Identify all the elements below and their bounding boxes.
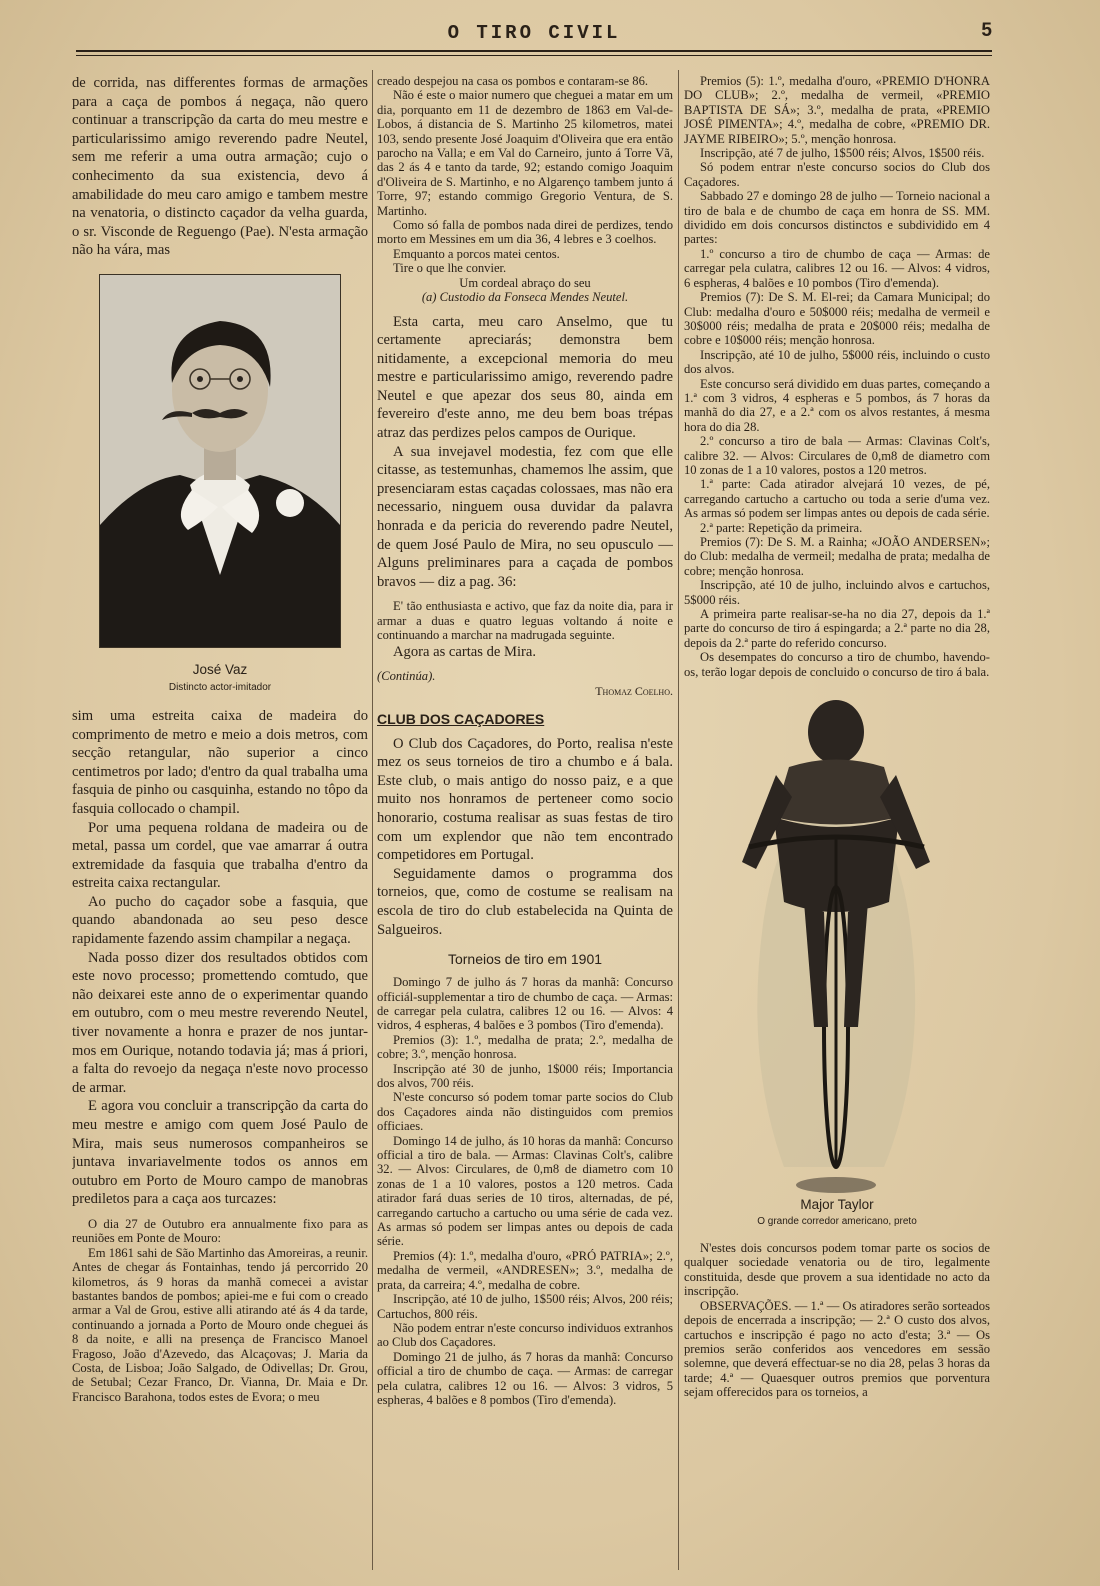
paragraph: de corrida, nas differentes formas de armações para a caça de pombos á negaça, não quero continuar a transcripção da carta do meu mestre e particularissimo amigo reverendo padre Neutel, sem me referir a uma outra armação; cujo o conhecimento da sua existencia, devo á amabilidade do meu caro amigo e tambem mestre na venatoria, o distincto caçador da velha guarda, o sr. Visconde de Reguengo (Pae). N'esta armação não ha vára, mas: [72, 75, 368, 259]
photo-caption-subtitle: Distincto actor-imitador: [168, 681, 272, 693]
letter-signature: (a) Custodio da Fonseca Mendes Neutel.: [421, 290, 629, 305]
paragraph: A primeira parte realisar-se-ha no dia 27, depois da 1.ª parte do concurso de tiro á espingarda; a 2.ª parte no dia 28, depois da 2.ª parte do referido concurso.: [684, 607, 990, 650]
continued-note: (Continúa).: [377, 669, 436, 684]
paragraph: Esta carta, meu caro Anselmo, que tu certamente apreciarás; demonstra bem nitidamente, a excepcional memoria do meu mestre e particularissimo amigo, reverendo padre Neutel e que apezar dos seus 80, ainda em fevereiro d'este anno, me deu bem boas trépas atraz das perdizes pelos campos de Ourique.: [377, 313, 673, 442]
paragraph: Em 1861 sahi de São Martinho das Amoreiras, a reunir. Antes de chegar ás Fontainhas, tendo já percorrido 20 kilometros, ás 9 horas da manhã comecei a avistar bastantes bandos de pombos; apiei-me e fui com o creado armar a Val de Grou, estive alli atirando até ás 4 da tarde, continuando a jornada a Porto de Mouro onde cheguei ás 8 da noite, e alli na presença de Francisco Manoel Fragoso, João d'Azevedo, das Alcaçovas; J. Maria da Costa, de Lisboa; João Salgado, de Odivellas; Dr. Grou, de Setubal; Cezar Franco, Dr. Vianna, Dr. Maia e Dr. Francisco Barahona, todos estes de Evora; o meu: [72, 1245, 368, 1404]
paragraph: Premios (5): 1.º, medalha d'ouro, «PREMIO D'HONRA DO CLUB»; 2.º, medalha de vermeil, «PREMIO BAPTISTA DE SÁ»; 3.º, medalha de prata, «PREMIO JOSÉ PIMENTA»; 4.º, medalha de cobre, «PREMIO DR. JAYME RIBEIRO»; 5.º, menção honrosa.: [684, 74, 990, 146]
page-number: 5: [981, 20, 992, 41]
letter-closing: Um cordeal abraço do seu: [459, 275, 591, 290]
paragraph: 1.ª parte: Cada atirador alvejará 10 vezes, de pé, carregando cartucho a cartucho ou toda a serie d'uma vez. As armas só podem ser limpas antes ou depois de cada série.: [684, 477, 990, 521]
paragraph: 2.ª parte: Repetição da primeira.: [700, 520, 863, 535]
cyclist-photo: [684, 697, 990, 1197]
paragraph: 2.º concurso a tiro de bala — Armas: Clavinas Colt's, calibre 32. — Alvos: Circulares de 0,m8 de diametro com 10 zonas de 1 a 10 valores, postos a 120 metros.: [684, 434, 990, 477]
paragraph: Domingo 21 de julho, ás 7 horas da manhã: Concurso official a tiro de chumbo de caça. — Armas: de carregar pela culatra, calibres 12 ou 16. — Alvos: 3 vidros, 5 espheras, 4 balões e 8 pombos (Tiro d'emenda).: [377, 1349, 673, 1407]
portrait-illustration: [100, 275, 340, 647]
paragraph: O Club dos Caçadores, do Porto, realisa n'este mez os seus torneios de tiro a chumbo e á bala. Este club, o mais antigo do nosso paiz, e a que muito nos honramos de perteneer como socio honorario, costuma realisar as suas festas de tiro com um explendor que não tem encontrado competidores em Portugal.: [377, 735, 673, 864]
paragraph: Domingo 7 de julho ás 7 horas da manhã: Concurso officiál-supplementar a tiro de chumbo de caça. — Armas: de carregar pela culatra, calibres 12 ou 16. — Alvos: 4 vidros, 4 espheras, 4 balões e 3 pombos (Tiro d'emenda).: [377, 975, 673, 1033]
paragraph: 1.º concurso a tiro de chumbo de caça — Armas: de carregar pela culatra, calibres 12 ou 16. — Alvos: 4 vidros, 6 espheras, 4 balões e 10 pombos (Tiro d'emenda).: [684, 246, 990, 290]
portrait-photo: [99, 274, 341, 648]
paragraph: A sua invejavel modestia, fez com que elle citasse, as testemunhas, chamemos lhe assim, que presenciaram estas caçadas colossaes, mas não era necessario, ninguem ousa duvidar da palavra honrada e da pericia do reverendo padre Neutel, de quem José Paulo de Mira, no seu opusculo — Alguns preliminares para a caçada de pombos bravos — diz a pag. 36:: [377, 443, 673, 590]
paragraph: OBSERVAÇÕES. — 1.ª — Os atiradores serão sorteados depois de encerrada a inscripção; — 2.ª O custo dos alvos, cartuchos e inscripção é pago no acto d'esta; 3.ª — Os premios serão conferidos aos vencedores em sessão solemne, que deverá effectuar-se no dia 28, pelas 3 horas da tarde; 4.ª — Quaesquer outros premios que porventura sejam offerecidos para os torneios, a: [684, 1298, 990, 1400]
column-2: [377, 74, 673, 1574]
column-divider: [372, 70, 373, 1570]
photo-caption-subtitle: O grande corredor americano, preto: [757, 1216, 917, 1228]
paragraph: Os desempates do concurso a tiro de chumbo, havendo-os, terão logar depois de concluido o concurso de tiro á bala.: [684, 650, 990, 679]
paragraph: creado despejou na casa os pombos e contaram-se 86.: [377, 74, 649, 88]
section-title: CLUB DOS CAÇADORES: [377, 710, 545, 727]
paragraph: Não é este o maior numero que cheguei a matar em um dia, porquanto em 11 de dezembro de 1863 em Val-de-Lobos, á distancia de S. Martinho 25 kilometros, matei 103, sendo presente José Joaquim d'Oliveira que era então parocho na Valla; e em Val do Carneiro, junto á Torre Vã, das 2 ás 4 e tanto da tarde, 92; estando comigo Joaquim d'Oliveira de S. Martinho, e no Algarenço tambem junto á Torre, 97; estando commigo Gregorio Ventura, de S. Martinho.: [377, 88, 673, 218]
paragraph: Por uma pequena roldana de madeira ou de metal, passa um cordel, que vae amarrar á outra extremidade da fasquia que trabalha d'entro da estreita caixa rectangular.: [72, 819, 368, 892]
paragraph: Emquanto a porcos matei centos.: [393, 246, 560, 261]
column-divider: [678, 70, 679, 1570]
masthead-rule: [76, 50, 992, 52]
masthead-rule-thin: [76, 55, 992, 56]
paragraph: Sabbado 27 e domingo 28 de julho — Torneio nacional a tiro de bala e de chumbo de caça em honra de SS. MM. dividido em dois concursos distinctos e subdividido em 4 partes:: [684, 189, 990, 247]
column-1: [72, 74, 368, 1574]
masthead: [76, 18, 992, 58]
paragraph: Premios (7): De S. M. a Rainha; «JOÃO ANDERSEN»; do Club: medalha de vermeil; medalha de prata; medalha de cobre; menção honrosa.: [684, 535, 990, 578]
paragraph: E' tão enthusiasta e activo, que faz da noite dia, para ir armar a duas e quatro leguas voltando á noite e continuando a marchar na madrugada seguinte.: [377, 599, 673, 643]
paragraph: Premios (4): 1.º, medalha d'ouro, «PRÓ PATRIA»; 2.º, medalha de vermeil, «ANDRESEN»; 3.º, medalha de prata, da carreira; 4.º, medalha de cobre.: [377, 1248, 673, 1292]
paragraph: Seguidamente damos o programma dos torneios, que, como de costume se realisam na escola de tiro do club estabelecida na Quinta de Salgueiros.: [377, 865, 673, 938]
photo-caption-name: Major Taylor: [800, 1197, 874, 1213]
column-3: [684, 74, 990, 1574]
author-signature: Thomaz Coelho.: [595, 683, 673, 698]
paragraph: Inscripção, até 10 de julho, incluindo alvos e cartuchos, 5$000 réis.: [684, 578, 990, 607]
paragraph: Premios (3): 1.º, medalha de prata; 2.º, medalha de cobre; 3.º, menção honrosa.: [377, 1032, 673, 1062]
paragraph: Tire o que lhe convier.: [393, 261, 507, 276]
paragraph: N'estes dois concursos podem tomar parte os socios de qualquer sociedade venatoria ou de tiro, legalmente constituida, desde que provem a sua identidade no acto da inscripção.: [684, 1241, 990, 1299]
paragraph: O dia 27 de Outubro era annualmente fixo para as reuniões em Ponte de Mouro:: [72, 1216, 368, 1246]
paragraph: N'este concurso só podem tomar parte socios do Club dos Caçadores ainda não distinguidos com premios officiaes.: [377, 1090, 673, 1134]
paragraph: Premios (7): De S. M. El-rei; da Camara Municipal; do Club: medalha d'ouro e 50$000 réis; medalha de vermeil e 30$000 réis; medalha de prata e 20$000 réis; medalha de cobre e 10$000 réis; menção honrosa.: [684, 290, 990, 348]
paragraph: sim uma estreita caixa de madeira do comprimento de metro e meio a dois metros, com secção retangular, não superior a cinco centimetros por lado; d'entro da qual trabalha uma fasquia de pinho ou casquinha, estando no tôpo da fasquia collocado o champil.: [72, 707, 368, 817]
paragraph: Só podem entrar n'este concurso socios do Club dos Caçadores.: [684, 160, 990, 189]
paragraph: Como só falla de pombos nada direi de perdizes, tendo morto em Messines em um dia 36, 4 lebres e 3 coelhos.: [377, 218, 673, 247]
photo-caption-name: José Vaz: [192, 661, 248, 677]
paragraph: Não podem entrar n'este concurso individuos extranhos ao Club dos Caçadores.: [377, 1320, 673, 1350]
paragraph: Inscripção, até 7 de julho, 1$500 réis; Alvos, 1$500 réis.: [700, 146, 985, 161]
newspaper-title: O TIRO CIVIL: [447, 22, 621, 44]
paragraph: E agora vou concluir a transcripção da carta do meu mestre e amigo com quem José Paulo de Mira, mais seus numerosos companheiros se juntava invariavelmente todos os annos em outubro em Porto de Mouro campo de manobras prediletos para a caça aos turcazes:: [72, 1098, 368, 1208]
paragraph: Inscripção até 30 de junho, 1$000 réis; Importancia dos alvos, 700 réis.: [377, 1061, 673, 1090]
cyclist-illustration: [684, 697, 990, 1197]
paragraph: Este concurso será dividido em duas partes, começando a 1.ª com 3 vidros, 4 espheras e 5 pombos, ás 7 horas da manhã do dia 27, e a 2.ª com os alvos restantes, á mesma hora do dia 28.: [684, 376, 990, 434]
subsection-title: Torneios de tiro em 1901: [447, 951, 603, 968]
paragraph: Nada posso dizer dos resultados obtidos com este novo processo; promettendo comtudo, que não deixarei este anno de o experimentar quando em outubro, com o meu mestre reverendo Neutel, tiver novamente a honra e prazer de nos juntar-mos em Ourique, notando todavia já; mas á priori, a falta do revoejo da negaça n'este novo processo de armar.: [72, 949, 368, 1096]
paragraph: Inscripção, até 10 de julho, 5$000 réis, incluindo o custo dos alvos.: [684, 347, 990, 377]
paragraph: Ao pucho do caçador sobe a fasquia, que quando abandonada ao seu peso desce rapidamente fazendo assim champilar a negaça.: [72, 893, 368, 948]
paragraph: Domingo 14 de julho, ás 10 horas da manhã: Concurso official a tiro de bala. — Armas: Clavinas Colt's, calibre 32. — Alvos: Circulares, de 0,m8 de diametro com 10 zonas de 1 a 10 valores, postos a 120 metros. Cada atirador fará duas series de 10 tiros, alternadas, de pé, carregando cartucho a cartucho ou uma série de cada vez. As armas só podem ser limpas antes ou depois de cada série.: [377, 1133, 673, 1249]
paragraph: Inscripção, até 10 de julho, 1$500 réis; Alvos, 200 réis; Cartuchos, 800 réis.: [377, 1292, 673, 1321]
paragraph: Agora as cartas de Mira.: [393, 643, 537, 660]
